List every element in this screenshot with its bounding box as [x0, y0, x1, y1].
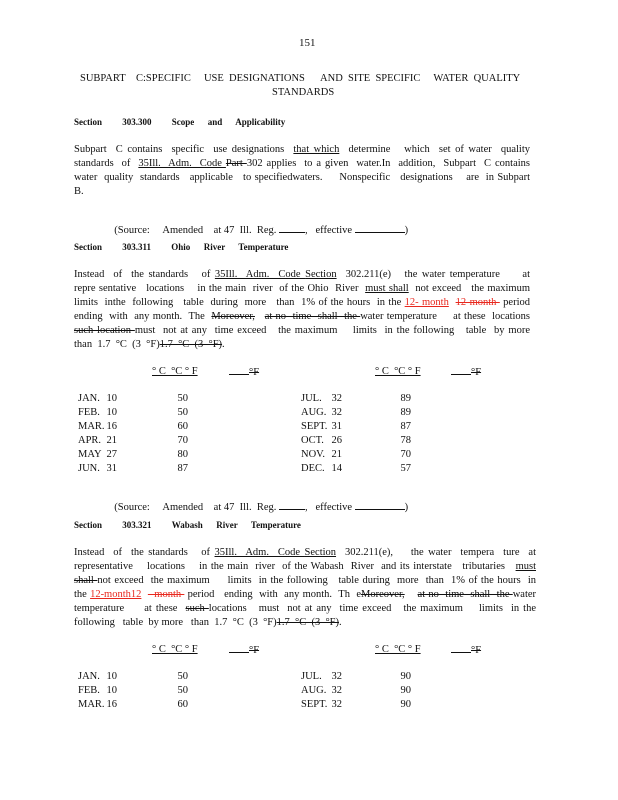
text-run: month: [147, 589, 185, 600]
source-note-303-311: [109, 489, 408, 513]
text-run: [449, 297, 456, 308]
section-label: Section: [74, 117, 102, 127]
source-mid: , effective: [305, 225, 355, 236]
text-line: [74, 171, 530, 185]
fahrenheit-cell: 90: [400, 685, 411, 696]
fahrenheit-cell: 50: [177, 671, 188, 682]
month-cell: AUG.: [301, 406, 327, 418]
text-run: 302.211(e), the water tempera ture at: [336, 547, 536, 558]
text-run: 1.7 °C (3 °F): [159, 339, 223, 350]
month-cell: MAR.: [78, 420, 105, 432]
text-line: [74, 185, 530, 199]
subpart-title-line-2: STANDARDS: [272, 87, 335, 98]
text-run: must shall: [365, 283, 409, 294]
celsius-cell: 32: [331, 699, 342, 710]
text-run: limits inthe following table during more than 1% of the hours in the: [74, 297, 405, 308]
celsius-cell: 10: [106, 685, 117, 696]
celsius-cell: 32: [331, 406, 342, 418]
text-run: 35Ill. Adm. Code: [138, 158, 226, 169]
text-run: at no time shall the: [417, 589, 513, 600]
text-run: Section: [304, 547, 337, 558]
fahrenheit-cell: 89: [400, 406, 411, 418]
text-run: Section: [305, 269, 337, 280]
section-label: Section: [74, 242, 102, 252]
text-line: [74, 143, 530, 157]
text-run: .: [222, 339, 225, 350]
blank-reg-number: [279, 500, 305, 510]
source-prefix: (Source: Amended at 47 Ill. Reg.: [114, 502, 280, 513]
fahrenheit-cell: 89: [400, 393, 411, 404]
month-cell: AUG.: [301, 685, 327, 696]
section-number: 303.321: [122, 520, 152, 530]
month-cell: JAN.: [78, 393, 100, 404]
celsius-cell: 32: [331, 685, 342, 696]
fahrenheit-cell: 87: [177, 462, 188, 474]
source-end: ): [404, 502, 409, 513]
text-run: repre sentative locations in the main river of the Ohio River: [74, 283, 366, 294]
month-cell: OCT.: [301, 434, 324, 446]
subpart-title-line-1: SUBPART C:SPECIFIC USE DESIGNATIONS AND SITE SPECIFIC WATER QUALITY: [80, 73, 521, 84]
text-run: not exceed the maximum: [408, 283, 530, 294]
column-header-fahrenheit: [229, 644, 259, 656]
text-run: 302 applies to a given water.In addition, Subpart C contains: [246, 158, 531, 169]
text-run: Part: [225, 158, 247, 169]
section-label: Section: [74, 520, 102, 530]
month-cell: APR.: [78, 434, 102, 446]
text-run: 12-month12: [90, 589, 142, 600]
celsius-cell: 27: [106, 448, 117, 460]
text-run: than 1.7 °C (3 °F): [74, 339, 160, 350]
text-run: such location: [74, 325, 135, 336]
text-run: water: [512, 589, 537, 600]
text-run: period: [499, 297, 530, 308]
page-number: 151: [299, 37, 316, 49]
fahrenheit-cell: 70: [400, 448, 411, 460]
column-header-celsius: ° C °C ° F: [152, 366, 198, 377]
section-number: 303.311: [122, 242, 152, 252]
text-run: Instead of the standards of: [74, 547, 215, 558]
source-mid: , effective: [305, 502, 355, 513]
text-line: [74, 282, 530, 296]
text-run: 35Ill. Adm. Code: [214, 547, 305, 558]
struck-unit: °F: [471, 645, 482, 656]
text-line: [74, 338, 530, 352]
text-run: the: [74, 589, 91, 600]
text-run: temperature at these: [74, 603, 186, 614]
section-title: Wabash River Temperature: [171, 520, 301, 530]
celsius-cell: 31: [106, 462, 117, 474]
text-line: [74, 560, 536, 574]
text-line: [74, 310, 530, 324]
text-run: standards of: [74, 158, 139, 169]
text-run: [405, 589, 418, 600]
month-cell: SEPT.: [301, 699, 328, 710]
section-heading-303-300: [74, 117, 285, 127]
text-run: must not at any time exceed the maximum limits in the following table by more: [134, 325, 530, 336]
text-run: 12-month: [455, 297, 500, 308]
section-title: Ohio River Temperature: [171, 242, 289, 252]
month-cell: DEC.: [301, 462, 325, 474]
month-cell: NOV.: [301, 448, 326, 460]
column-header-celsius: ° C °C ° F: [152, 644, 198, 655]
text-run: locations must not at any time exceed the maximum limits in the: [208, 603, 536, 614]
fahrenheit-cell: 60: [177, 420, 188, 432]
fahrenheit-cell: 80: [177, 448, 188, 460]
fahrenheit-cell: 87: [400, 420, 411, 432]
text-run: such: [185, 603, 209, 614]
underline-blank: [229, 366, 249, 375]
celsius-cell: 14: [331, 462, 342, 474]
month-cell: MAR.: [78, 699, 105, 710]
celsius-cell: 10: [106, 406, 117, 418]
month-cell: FEB.: [78, 685, 100, 696]
text-run: period ending with any month. Th e: [184, 589, 362, 600]
text-run: [255, 311, 265, 322]
month-cell: SEPT.: [301, 420, 328, 432]
text-line: [74, 546, 536, 560]
struck-unit: °F: [471, 367, 482, 378]
text-run: Moreover,: [361, 589, 405, 600]
fahrenheit-cell: 50: [177, 393, 188, 404]
celsius-cell: 16: [106, 420, 117, 432]
section-heading-303-321: [74, 520, 301, 530]
celsius-cell: 21: [331, 448, 342, 460]
celsius-cell: 32: [331, 671, 342, 682]
celsius-cell: 31: [331, 420, 342, 432]
month-cell: FEB.: [78, 406, 100, 418]
fahrenheit-cell: 57: [400, 462, 411, 474]
text-line: [74, 296, 530, 310]
text-run: ending with any month. The: [74, 311, 212, 322]
month-cell: JAN.: [78, 671, 100, 682]
text-run: representative locations in the main river of the Wabash River and its interstate tributaries: [74, 561, 516, 572]
celsius-cell: 26: [331, 434, 342, 446]
fahrenheit-cell: 70: [177, 434, 188, 446]
underline-blank: [451, 366, 471, 375]
column-header-fahrenheit: [451, 366, 481, 378]
column-header-fahrenheit: [229, 366, 259, 378]
column-header-celsius: ° C °C ° F: [375, 366, 421, 377]
text-run: .: [338, 617, 342, 628]
text-run: 302.211(e) the water temperature at: [336, 269, 530, 280]
column-header-fahrenheit: [451, 644, 481, 656]
fahrenheit-cell: 90: [400, 699, 411, 710]
month-cell: JUN.: [78, 462, 100, 474]
celsius-cell: 16: [106, 699, 117, 710]
celsius-cell: 10: [106, 393, 117, 404]
text-run: must: [515, 561, 536, 572]
text-line: [74, 268, 530, 282]
blank-effective-date: [355, 223, 405, 233]
text-run: Moreover,: [211, 311, 255, 322]
text-line: [74, 574, 536, 588]
month-cell: JUL.: [301, 671, 322, 682]
text-run: following table by more than 1.7 °C (3 °F): [74, 617, 277, 628]
text-run: not exceed the maximum limits in the following table during more than 1% of the hours in: [97, 575, 536, 586]
column-header-celsius: ° C °C ° F: [375, 644, 421, 655]
blank-reg-number: [279, 223, 305, 233]
struck-unit: °F: [249, 367, 260, 378]
celsius-cell: 32: [331, 393, 342, 404]
underline-blank: [451, 644, 471, 653]
text-run: water quality standards applicable to specifiedwaters. Nonspecific designations are in Subpart: [74, 172, 530, 183]
fahrenheit-cell: 90: [400, 671, 411, 682]
fahrenheit-cell: 50: [177, 406, 188, 418]
text-line: [74, 616, 536, 630]
section-heading-303-311: [74, 242, 288, 252]
text-line: [74, 602, 536, 616]
underline-blank: [229, 644, 249, 653]
section-303-300-body: [74, 143, 530, 199]
text-line: [74, 324, 530, 338]
text-run: 35Ill. Adm. Code: [214, 269, 306, 280]
month-cell: JUL.: [301, 393, 322, 404]
source-note-303-300: [109, 212, 408, 236]
section-number: 303.300: [122, 117, 152, 127]
text-run: 1.7 °C (3 °F): [276, 617, 339, 628]
source-prefix: (Source: Amended at 47 Ill. Reg.: [114, 225, 280, 236]
text-run: that which: [293, 144, 340, 155]
text-run: determine which set of water quality: [339, 144, 530, 155]
text-line: [74, 157, 530, 171]
text-run: shall: [74, 575, 98, 586]
text-run: 12- month: [404, 297, 449, 308]
text-run: Subpart C contains specific use designations: [74, 144, 294, 155]
text-run: Instead of the standards of: [74, 269, 215, 280]
blank-effective-date: [355, 500, 405, 510]
text-line: [74, 588, 536, 602]
month-cell: MAY: [78, 448, 102, 460]
celsius-cell: 10: [106, 671, 117, 682]
celsius-cell: 21: [106, 434, 117, 446]
fahrenheit-cell: 78: [400, 434, 411, 446]
text-run: at no time shall the: [264, 311, 361, 322]
text-run: water temperature at these locations: [360, 311, 531, 322]
section-title: Scope and Applicability: [171, 117, 286, 127]
source-end: ): [404, 225, 409, 236]
fahrenheit-cell: 50: [177, 685, 188, 696]
section-303-321-body: [74, 546, 536, 630]
struck-unit: °F: [249, 645, 260, 656]
section-303-311-body: [74, 268, 530, 352]
text-run: B.: [74, 186, 84, 197]
fahrenheit-cell: 60: [177, 699, 188, 710]
